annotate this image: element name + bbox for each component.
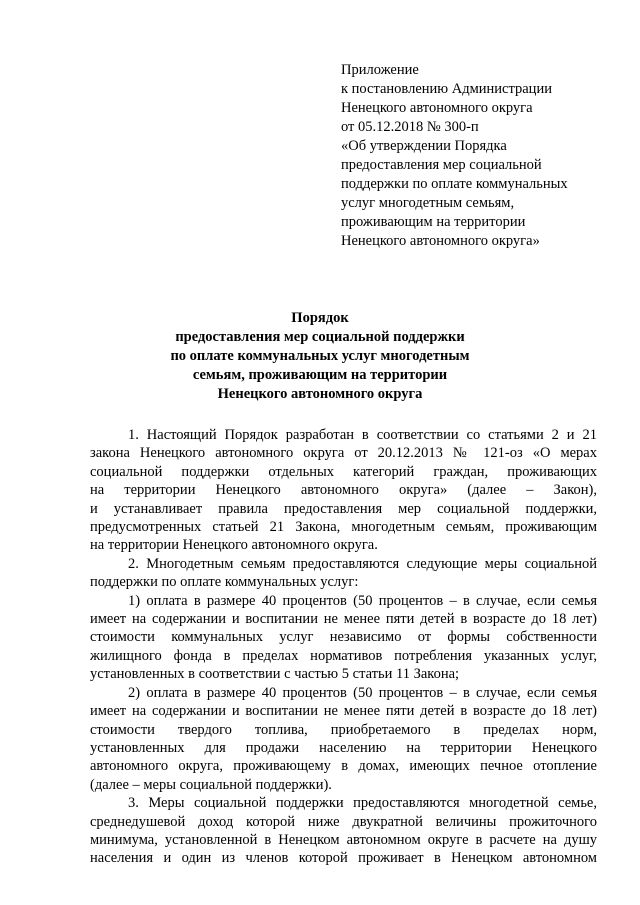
body-line: предусмотренных статьей 21 Закона, многодетным семьям, проживающим — [90, 519, 597, 536]
body-line: закона Ненецкого автономного округа от 20.12.2013 № 121-оз «О мерах — [90, 445, 597, 462]
appendix-line: от 05.12.2018 № 300-п — [341, 119, 479, 135]
body-line: 1. Настоящий Порядок разработан в соответствии со статьями 2 и 21 — [128, 427, 597, 443]
body-line: 2. Многодетным семьям предоставляются следующие меры социальной — [128, 555, 597, 572]
body-line: минимума, установленной в Ненецком автономном округе в расчете на душу — [90, 831, 597, 848]
appendix-line: услуг многодетным семьям, — [341, 195, 515, 211]
body-line: поддержки по оплате коммунальных услуг: — [90, 574, 359, 591]
appendix-line: поддержки по оплате коммунальных — [341, 176, 568, 192]
body-line: 2) оплата в размере 40 процентов (50 процентов – в случае, если семья — [128, 684, 597, 701]
body-line: на территории Ненецкого автономного округа» (далее – Закон), — [90, 482, 597, 499]
body-line: на территории Ненецкого автономного округа. — [90, 537, 378, 554]
appendix-line: Приложение — [341, 62, 419, 78]
body-line: стоимости коммунальных услуг независимо от формы собственности — [90, 629, 597, 646]
body-line: имеет на содержании и воспитании не менее пяти детей в возрасте до 18 лет) — [90, 611, 597, 628]
appendix-line: проживающим на территории — [341, 214, 526, 230]
body-line: имеет на содержании и воспитании не менее пяти детей в возрасте до 18 лет) — [90, 703, 597, 720]
appendix-line: Ненецкого автономного округа» — [341, 233, 540, 249]
appendix-line: предоставления мер социальной — [341, 157, 542, 173]
title-line: Порядок — [291, 310, 349, 326]
document-body — [90, 426, 597, 868]
body-line: стоимости твердого топлива, приобретаемого в пределах норм, — [90, 721, 597, 738]
body-line: 3. Меры социальной поддержки предоставляются многодетной семье, — [128, 795, 597, 812]
title-line: предоставления мер социальной поддержки — [175, 329, 465, 345]
title-line: по оплате коммунальных услуг многодетным — [170, 348, 470, 364]
body-line: установленных для продажи населению на территории Ненецкого — [90, 739, 597, 756]
body-line: социальной поддержки отдельных категорий граждан, проживающих — [90, 463, 597, 480]
appendix-block — [341, 61, 601, 251]
title-line: семьям, проживающим на территории — [192, 367, 448, 383]
body-line: автономного округа, проживающему в домах, имеющих печное отопление — [90, 758, 597, 775]
body-line: жилищного фонда в пределах нормативов потребления указанных услуг, — [90, 647, 597, 664]
body-line: среднедушевой доход которой ниже двукратной величины прожиточного — [90, 813, 597, 830]
document-title — [0, 309, 640, 404]
title-line: Ненецкого автономного округа — [217, 386, 423, 402]
body-line: (далее – меры социальной поддержки). — [90, 776, 332, 793]
appendix-line: к постановлению Администрации — [341, 81, 552, 97]
body-line: и устанавливает правила предоставления мер социальной поддержки, — [90, 500, 597, 517]
body-line: 1) оплата в размере 40 процентов (50 процентов – в случае, если семья — [128, 592, 597, 609]
appendix-line: «Об утверждении Порядка — [341, 138, 507, 154]
body-line: установленных в соответствии с частью 5 статьи 11 Закона; — [90, 666, 460, 683]
body-line: населения и один из членов которой проживает в Ненецком автономном — [90, 850, 597, 867]
appendix-line: Ненецкого автономного округа — [341, 100, 533, 116]
